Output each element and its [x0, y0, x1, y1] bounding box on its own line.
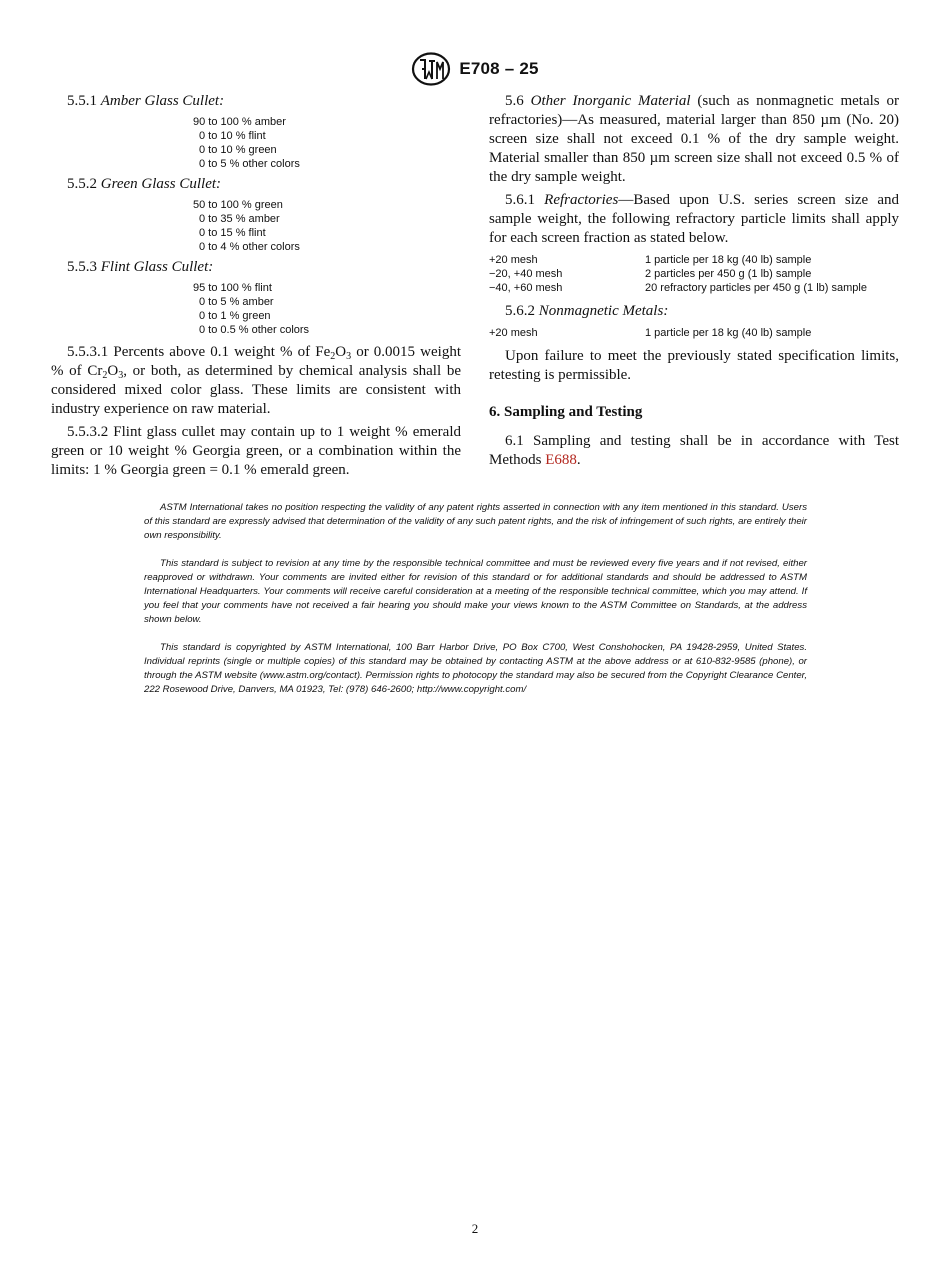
- e688-link[interactable]: E688: [545, 452, 577, 468]
- text-run: Other Inorganic Material: [530, 93, 691, 109]
- list-item: 0 to 10 % green: [199, 144, 277, 156]
- nonmagnetic-table: [489, 326, 811, 340]
- text-run: O: [335, 344, 347, 360]
- subscript: 2: [330, 351, 336, 362]
- copyright-notice: This standard is copyrighted by ASTM International, 100 Barr Harbor Drive, PO Box C700, West Conshohocken, PA 19428-2959, United States. Individual reprints (single or multiple copies) of this standard may be obtained by contacting ASTM at the above address or at 610-832-9585 (phone), or through the ASTM website (www.astm.org/contact). Permission rights to photocopy the standard may also be secured from the Copyright Clearance Center, 222 Rosewood Drive, Danvers, MA 01923, Tel: (978) 646-2600; http://www.copyright.com/: [144, 642, 807, 695]
- list-item: 90 to 100 % amber: [193, 116, 286, 128]
- nonmagnetic-heading: [489, 302, 899, 321]
- list-item: 0 to 4 % other colors: [199, 241, 300, 253]
- text-run: O: [107, 363, 119, 379]
- nonmagnetic-num: 5.6.2: [505, 303, 535, 319]
- mesh-cell: −40, +60 mesh: [489, 282, 563, 294]
- paragraph-5-6-1: [489, 191, 899, 248]
- text-run: Refractories: [544, 192, 619, 208]
- nonmagnetic-title: Nonmagnetic Metals:: [538, 303, 669, 319]
- retest-paragraph: Upon failure to meet the previously stated specification limits, retesting is permissible.: [489, 348, 899, 383]
- table-row: [489, 253, 867, 267]
- list-item: 50 to 100 % green: [193, 199, 283, 211]
- paragraph-5-5-3-1: [51, 343, 461, 419]
- list-item: 95 to 100 % flint: [193, 282, 272, 294]
- page-header: [0, 52, 950, 86]
- mesh-cell: +20 mesh: [489, 254, 538, 266]
- table-row: [489, 326, 811, 340]
- flint-title: Flint Glass Cullet:: [100, 259, 214, 275]
- text-run: 6.1 Sampling and testing shall be in accordance with Test Methods: [489, 433, 899, 468]
- flint-list: [193, 281, 461, 337]
- mesh-cell: −20, +40 mesh: [489, 268, 563, 280]
- standard-designation: E708 – 25: [459, 59, 539, 78]
- text-run: (such as nonmagnetic metals or refractories)—As measured, material larger than 850 µm (No. 20) screen size shall not exceed 0.1 % of the dry sample weight. Material smaller than 850 µm screen size shall not exceed 0.5 % of the dry sample weight.: [489, 93, 900, 185]
- list-item: 0 to 10 % flint: [199, 130, 266, 142]
- amber-title: Amber Glass Cullet:: [100, 93, 225, 109]
- green-num: 5.5.2: [67, 176, 97, 192]
- left-column: [51, 92, 461, 480]
- flint-num: 5.5.3: [67, 259, 97, 275]
- text-run: 5.6: [505, 93, 524, 109]
- text-run: .: [576, 452, 581, 468]
- list-item: 0 to 5 % other colors: [199, 158, 300, 170]
- limit-cell: 20 refractory particles per 450 g (1 lb) sample: [645, 282, 867, 294]
- mesh-cell: +20 mesh: [489, 327, 538, 339]
- right-column: [489, 92, 899, 470]
- flint-heading: [51, 258, 461, 277]
- table-row: [489, 281, 867, 295]
- paragraph-6-1: [489, 432, 899, 470]
- green-heading: [51, 175, 461, 194]
- amber-num: 5.5.1: [67, 93, 97, 109]
- table-row: [489, 267, 867, 281]
- astm-logo-icon: [411, 52, 451, 86]
- limit-cell: 1 particle per 18 kg (40 lb) sample: [645, 327, 812, 339]
- amber-heading: [51, 92, 461, 111]
- text-run: 5.5.3.1 Percents above 0.1 weight % of Fe: [67, 344, 331, 360]
- subscript: 3: [346, 351, 352, 362]
- paragraph-5-5-3-2: 5.5.3.2 Flint glass cullet may contain up to 1 weight % emerald green or 10 weight % Georgia green, or a combination within the limits: 1 % Georgia green = 0.1 % emerald green.: [51, 424, 461, 478]
- list-item: 0 to 35 % amber: [199, 213, 280, 225]
- text-run: , or both, as determined by chemical analysis shall be considered mixed color glass. These limits are consistent with industry experience on raw material.: [51, 363, 461, 417]
- green-list: [193, 198, 461, 254]
- refractory-table: [489, 253, 867, 295]
- patent-notice: ASTM International takes no position respecting the validity of any patent rights asserted in connection with any item mentioned in this standard. Users of this standard are expressly advised that determination of the validity of any such patent rights, and the risk of infringement of such rights, are entirely their own responsibility.: [144, 502, 807, 541]
- subscript: 2: [102, 370, 108, 381]
- list-item: 0 to 15 % flint: [199, 227, 266, 239]
- text-run: —Based upon U.S. series screen size and sample weight, the following refractory particle limits shall apply for each screen fraction as stated below.: [489, 192, 899, 246]
- paragraph-5-6: [489, 92, 899, 187]
- limit-cell: 2 particles per 450 g (1 lb) sample: [645, 268, 812, 280]
- list-item: 0 to 5 % amber: [199, 296, 274, 308]
- text-run: 5.6.1: [505, 192, 535, 208]
- amber-list: [193, 115, 461, 171]
- subscript: 3: [118, 370, 124, 381]
- section-6-heading: 6. Sampling and Testing: [489, 404, 643, 420]
- limit-cell: 1 particle per 18 kg (40 lb) sample: [645, 254, 812, 266]
- page-number: 2: [471, 1221, 479, 1236]
- list-item: 0 to 1 % green: [199, 310, 271, 322]
- revision-notice: This standard is subject to revision at any time by the responsible technical committee and must be reviewed every five years and if not revised, either reapproved or withdrawn. Your comments are invited either for revision of this standard or for additional standards and should be addressed to ASTM International Headquarters. Your comments will receive careful consideration at a meeting of the responsible technical committee, which you may attend. If you feel that your comments have not received a fair hearing you should make your views known to the ASTM Committee on Standards, at the address shown below.: [144, 558, 807, 625]
- legal-notes: [144, 501, 807, 711]
- text-run: or 0.0015 weight % of Cr: [51, 344, 461, 379]
- list-item: 0 to 0.5 % other colors: [199, 324, 310, 336]
- green-title: Green Glass Cullet:: [100, 176, 222, 192]
